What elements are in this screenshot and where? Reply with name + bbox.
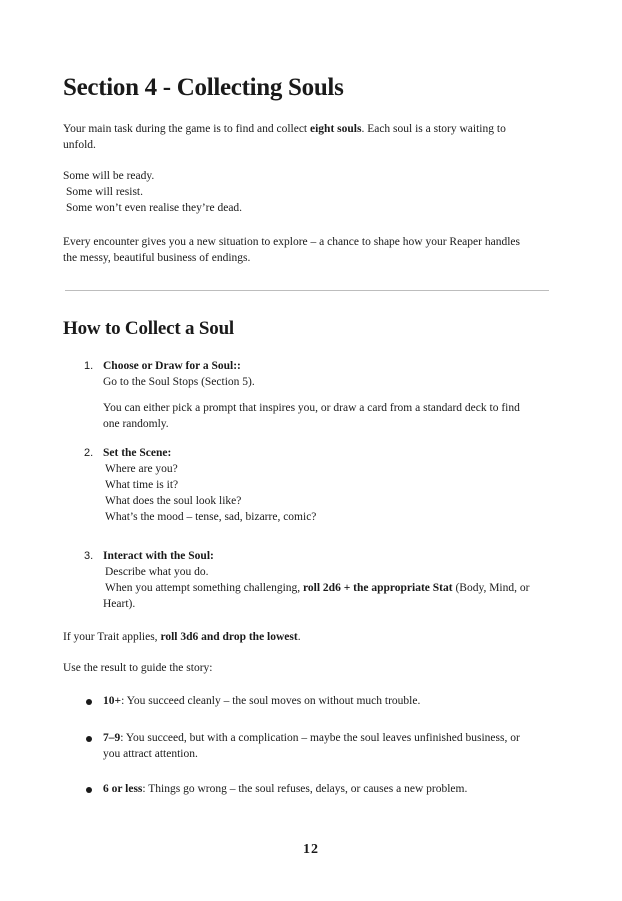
trait-text: If your Trait applies, [63,631,161,643]
horizontal-divider [65,290,549,291]
step-text: Heart). [103,598,136,610]
encounter-paragraph-line-2: the messy, beautiful business of endings. [63,252,251,264]
intro-paragraph-line-1 [63,121,506,137]
subsection-title: How to Collect a Soul [63,318,235,339]
trait-paragraph [63,629,301,645]
use-result-text: Use the result to guide the story: [63,662,213,674]
step-text: one randomly. [103,418,169,430]
step-text: What time is it? [105,479,179,491]
result-label: 6 or less [103,783,143,795]
step-title: Set the Scene: [103,447,172,459]
bullet-icon [86,699,92,705]
step-title: Choose or Draw for a Soul:: [103,360,241,372]
step-text: Where are you? [105,463,178,475]
page-number: 12 [303,842,319,857]
result-text: : Things go wrong – the soul refuses, delays, or causes a new problem. [142,783,468,795]
step-text: What’s the mood – tense, sad, bizarre, comic? [105,511,317,523]
step-number: 1. [84,360,94,372]
result-item-complication [103,730,520,746]
step-text: You can either pick a prompt that inspires you, or draw a card from a standard deck to find [103,402,520,414]
intro-paragraph-line-2: unfold. [63,139,96,151]
result-label: 10+ [103,695,122,707]
result-text-continued: you attract attention. [103,748,198,760]
step-text-roll [105,580,529,596]
trait-text-end: . [297,631,301,643]
eight-souls-emphasis: eight souls [310,123,362,135]
soul-line-dead: Some won’t even realise they’re dead. [66,202,243,214]
section-title: Section 4 - Collecting Souls [63,74,344,101]
encounter-paragraph-line-1: Every encounter gives you a new situation to explore – a chance to shape how your Reaper handles [63,236,520,248]
step-text-part: (Body, Mind, or [452,582,530,594]
step-title: Interact with the Soul: [103,550,214,562]
step-text: Go to the Soul Stops (Section 5). [103,376,255,388]
step-number: 2. [84,447,94,459]
soul-line-ready: Some will be ready. [63,170,155,182]
soul-line-resist: Some will resist. [66,186,143,198]
intro-text-end: . Each soul is a story waiting to [361,123,506,135]
roll-instruction-emphasis: roll 2d6 + the appropriate Stat [303,582,453,594]
result-label: 7–9 [103,732,121,744]
step-text-part: When you attempt something challenging, [105,582,304,594]
step-text: What does the soul look like? [105,495,242,507]
result-text: : You succeed cleanly – the soul moves on without much trouble. [121,695,421,707]
step-number: 3. [84,550,94,562]
step-text: Describe what you do. [105,566,209,578]
bullet-icon [86,736,92,742]
result-item-failure [103,781,467,797]
intro-text: Your main task during the game is to find and collect [63,123,310,135]
result-item-success [103,693,420,709]
bullet-icon [86,787,92,793]
result-text: : You succeed, but with a complication – maybe the soul leaves unfinished business, or [120,732,520,744]
trait-roll-emphasis: roll 3d6 and drop the lowest [160,631,298,643]
